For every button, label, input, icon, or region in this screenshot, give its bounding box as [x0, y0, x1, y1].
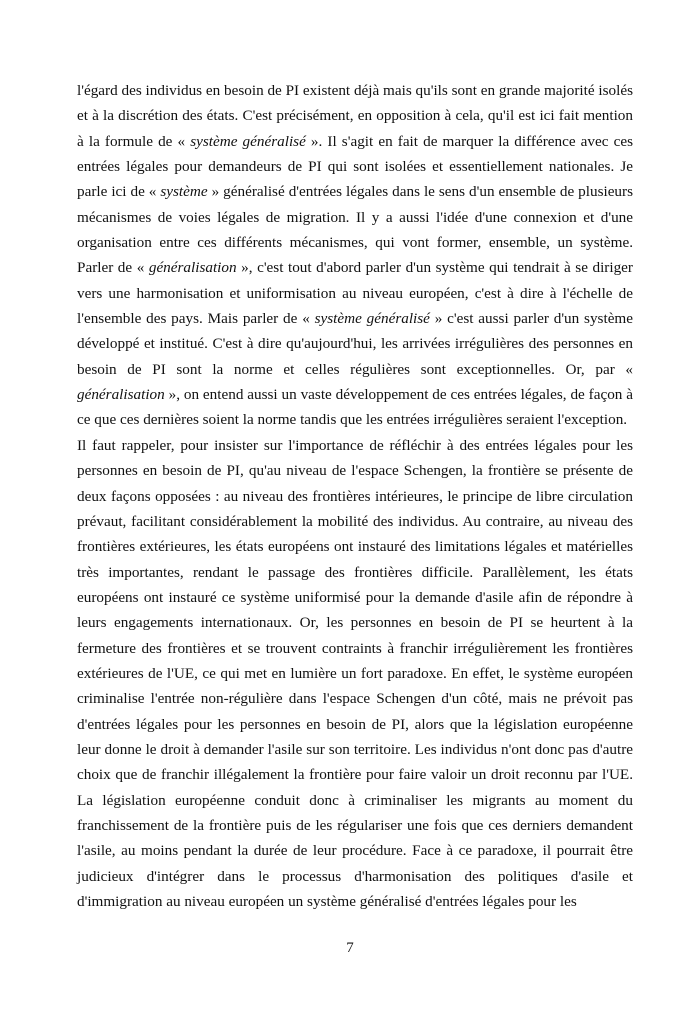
- italic-term: généralisation: [148, 259, 237, 277]
- italic-term: système généralisé: [190, 132, 306, 150]
- paragraph-1-text: ». Il s'agit en fait de marquer la différence avec ces entrées légales pour demandeurs de PI qui sont isolées et essentiellement nationales. Je parle ici de «: [77, 132, 633, 201]
- italic-term: système: [160, 183, 208, 201]
- paragraph-1-text: », c'est tout d'abord parler d'un système qui tendrait à se diriger vers une harmonisation et uniformisation au niveau européen, c'est à dire à l'échelle de l'ensemble des pays. Mais parler de «: [77, 259, 633, 328]
- body-text: [77, 78, 633, 914]
- paragraph-1-text: l'égard des individus en besoin de PI existent déjà mais qu'ils sont en grande majorité isolés et à la discrétion des états. C'est précisément, en opposition à cela, qu'il est ici fait mention à la formule de «: [77, 82, 633, 150]
- page-number: 7: [346, 940, 354, 956]
- paragraph-1-text: », on entend aussi un vaste développement de ces entrées légales, de façon à ce que ces dernières soient la norme tandis que les entrées irrégulières seraient l'exception.: [77, 386, 633, 429]
- paragraph-1-text: » généralisé d'entrées légales dans le sens d'un ensemble de plusieurs mécanismes de voies légales de migration. Il y a aussi l'idée d'une connexion et d'une organisation entre ces différents mécanismes, qui vont former, ensemble, un système. Parler de «: [77, 183, 633, 277]
- italic-term: système généralisé: [314, 310, 430, 328]
- italic-term: généralisation: [77, 386, 165, 404]
- paragraph-1-text: » c'est aussi parler d'un système développé et institué. C'est à dire qu'aujourd'hui, les arrivées irrégulières des personnes en besoin de PI sont la norme et celles régulières sont exceptionnelles. Or, par «: [77, 310, 633, 378]
- paragraph-2: Il faut rappeler, pour insister sur l'importance de réfléchir à des entrées légales pour les personnes en besoin de PI, qu'au niveau de l'espace Schengen, la frontière se présente de deux façons opposées : au niveau des frontières intérieures, le principe de libre circulation prévaut, facilitant considérablement la mobilité des individus. Au contraire, au niveau des frontières extérieures, les états européens ont instauré des limitations légales et matérielles très importantes, rendant le passage des frontières difficile. Parallèlement, les états européens ont instauré ce système uniformisé pour la demande d'asile afin de répondre à leurs engagements internationaux. Or, les personnes en besoin de PI se heurtent à la fermeture des frontières et se trouvent contraints à franchir irrégulièrement les frontières extérieures de l'UE, ce qui met en lumière un fort paradoxe. En effet, le système européen criminalise l'entrée non-régulière dans l'espace Schengen d'un côté, mais ne prévoit pas d'entrées légales pour les personnes en besoin de PI, alors que la législation européenne leur donne le droit à demander l'asile sur son territoire. Les individus n'ont donc pas d'autre choix que de franchir illégalement la frontière pour faire valoir un droit reconnu par l'UE. La législation européenne conduit donc à criminaliser les migrants au moment du franchissement de la frontière puis de les régulariser une fois que ces derniers demandent l'asile, au moins pendant la durée de leur procédure. Face à ce paradoxe, il pourrait être judicieux d'intégrer dans le processus d'harmonisation des politiques d'asile et d'immigration au niveau européen un système généralisé d'entrées légales pour les: [77, 436, 633, 910]
- paragraph-1: [77, 78, 633, 433]
